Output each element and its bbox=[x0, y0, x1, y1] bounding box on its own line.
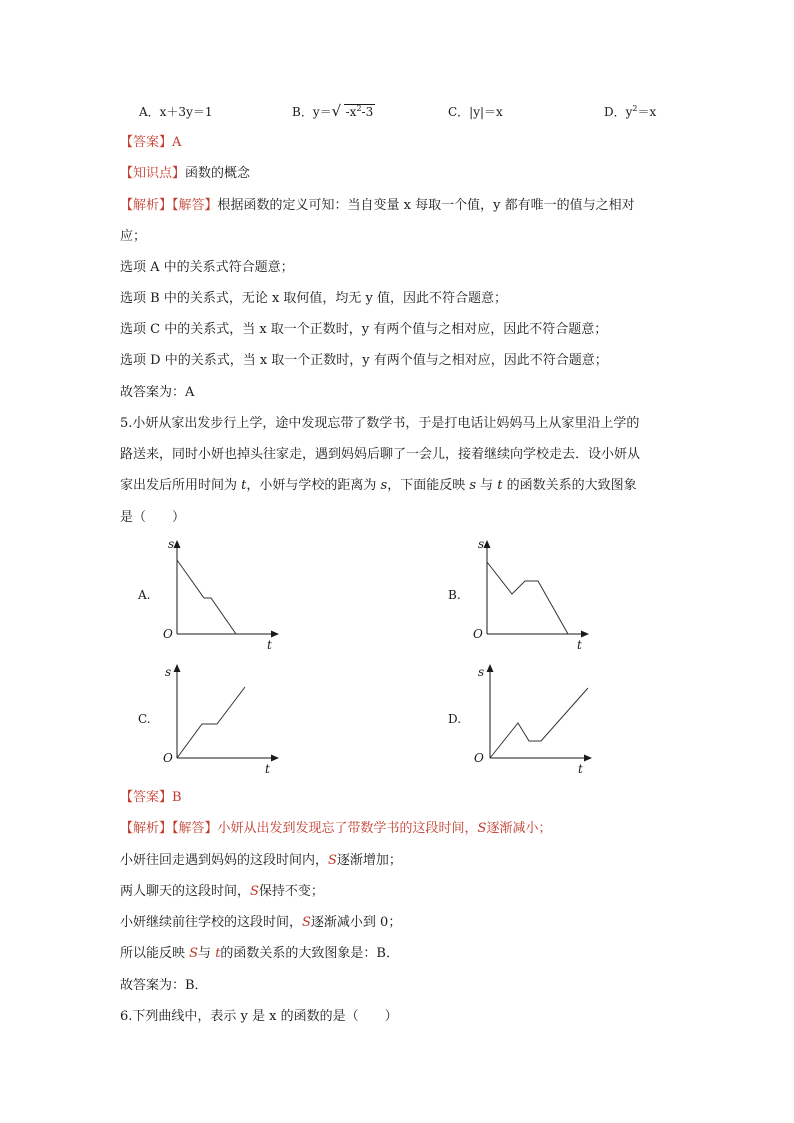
q5-analysis-line-5 bbox=[120, 944, 399, 964]
option-a: A．x＋3y＝1 bbox=[139, 105, 213, 119]
origin-label: O bbox=[163, 751, 173, 765]
q4-analysis-line-5: 选项 C 中的关系式，当 x 取一个正数时，y 有两个值与之相对应，因此不符合题意； bbox=[120, 322, 608, 337]
x-axis-label: t bbox=[578, 762, 583, 776]
knowledge-tag: 【知识点】 bbox=[120, 166, 186, 181]
graph-b bbox=[470, 538, 595, 657]
graph-c bbox=[160, 662, 285, 781]
option-d bbox=[604, 103, 656, 120]
analysis-text: 逐渐减小； bbox=[486, 821, 552, 836]
q4-analysis-line-2: 应； bbox=[120, 229, 147, 244]
radical-sign-icon: √ bbox=[331, 102, 342, 120]
y-axis-label: s bbox=[165, 665, 172, 679]
graph-c-svg bbox=[160, 662, 285, 777]
q5-text: ，下面能反映 bbox=[387, 478, 470, 493]
var-s: s bbox=[380, 478, 388, 493]
var-s: S bbox=[477, 821, 487, 836]
q5-line-3 bbox=[120, 476, 637, 496]
analysis-text: 两人聊天的这段时间， bbox=[120, 884, 251, 899]
analysis-text: 保持不变； bbox=[258, 884, 324, 899]
answer-value: A bbox=[172, 135, 182, 150]
graph-a-label: A. bbox=[138, 588, 151, 602]
graph-d-label: D. bbox=[448, 712, 462, 726]
q4-analysis-line-4: 选项 B 中的关系式，无论 x 取何值，均无 y 值，因此不符合题意； bbox=[120, 291, 508, 306]
var-t: t bbox=[241, 478, 247, 493]
var-s: s bbox=[469, 478, 476, 493]
var-s: S bbox=[250, 884, 259, 899]
q4-analysis-line-1 bbox=[120, 196, 635, 216]
q5-text: 与 bbox=[476, 478, 498, 493]
analysis-text: 所以能反映 bbox=[120, 946, 190, 961]
q5-line-4: 是（ ） bbox=[120, 510, 186, 525]
y-axis-arrow-icon bbox=[484, 540, 491, 548]
option-d-exponent: 2 bbox=[632, 104, 638, 113]
var-s: S bbox=[302, 915, 311, 930]
graph-a-curve bbox=[177, 560, 236, 634]
radicand-post: -3 bbox=[361, 105, 374, 119]
graph-b-label: B. bbox=[448, 588, 461, 602]
answer-tag: 【答案】 bbox=[120, 135, 173, 150]
var-s: S bbox=[189, 946, 199, 961]
analysis-text: 根据函数的定义可知：当自变量 x 每取一个值，y 都有唯一的值与之相对 bbox=[217, 198, 635, 213]
analysis-text: 逐渐增加； bbox=[336, 853, 402, 868]
y-axis-label: s bbox=[478, 665, 485, 679]
square-root bbox=[331, 102, 376, 120]
analysis-tag: 【解析】【解答】 bbox=[120, 198, 218, 213]
option-b-prefix: B．y＝ bbox=[292, 105, 332, 119]
q4-answer bbox=[120, 133, 181, 153]
q5-analysis-line-1 bbox=[120, 819, 551, 839]
x-axis-label: t bbox=[577, 638, 582, 652]
analysis-text: 小妍从出发到发现忘了带数学书的这段时间， bbox=[217, 821, 478, 836]
var-t: t bbox=[215, 946, 221, 961]
x-axis-label: t bbox=[267, 638, 272, 652]
graph-d bbox=[473, 662, 598, 781]
q5-analysis-line-6: 故答案为：B． bbox=[120, 978, 208, 993]
question-4-options bbox=[0, 103, 794, 125]
var-s: S bbox=[328, 853, 337, 868]
x-axis-arrow-icon bbox=[581, 631, 589, 638]
x-axis-arrow-icon bbox=[584, 755, 592, 762]
y-axis-label: s bbox=[168, 537, 175, 551]
origin-label: O bbox=[473, 627, 483, 641]
q5-text: 的函数关系的大致图象 bbox=[502, 478, 637, 493]
q5-line-2: 路送来，同时小妍也掉头往家走，遇到妈妈后聊了一会儿，接着继续向学校走去．设小妍从 bbox=[120, 447, 641, 462]
radicand-pre: -x bbox=[345, 105, 357, 119]
answer-value: B bbox=[172, 790, 182, 805]
x-axis-arrow-icon bbox=[271, 755, 279, 762]
analysis-text: 逐渐减小到 0； bbox=[310, 915, 402, 930]
option-c: C．|y|＝x bbox=[448, 105, 503, 119]
q4-knowledge bbox=[120, 164, 250, 184]
radicand-exponent: 2 bbox=[356, 104, 362, 113]
var-t: t bbox=[497, 478, 503, 493]
x-axis-arrow-icon bbox=[271, 631, 279, 638]
graph-a-svg bbox=[160, 538, 285, 653]
graph-c-label: C. bbox=[138, 712, 151, 726]
analysis-text: 与 bbox=[198, 946, 216, 961]
origin-label: O bbox=[163, 627, 173, 641]
graph-c-curve bbox=[177, 687, 245, 758]
analysis-text: 小妍继续前往学校的这段时间， bbox=[120, 915, 303, 930]
graph-b-curve bbox=[487, 562, 568, 634]
graph-d-svg bbox=[473, 662, 598, 777]
q4-analysis-line-6: 选项 D 中的关系式，当 x 取一个正数时，y 有两个值与之相对应，因此不符合题意； bbox=[120, 353, 608, 368]
analysis-tag: 【解析】【解答】 bbox=[120, 821, 218, 836]
answer-tag: 【答案】 bbox=[120, 790, 173, 805]
option-d-prefix: D．y bbox=[604, 105, 633, 119]
graph-d-curve bbox=[490, 688, 588, 758]
analysis-text: 的函数关系的大致图象是：B． bbox=[220, 946, 399, 961]
y-axis-arrow-icon bbox=[174, 664, 181, 672]
x-axis-label: t bbox=[265, 762, 270, 776]
y-axis-arrow-icon bbox=[487, 664, 494, 672]
q4-analysis-line-3: 选项 A 中的关系式符合题意； bbox=[120, 260, 294, 275]
q4-analysis-line-7: 故答案为：A bbox=[120, 385, 195, 400]
graph-a bbox=[160, 538, 285, 657]
y-axis-label: s bbox=[478, 537, 485, 551]
q5-line-1: 5.小妍从家出发步行上学，途中发现忘带了数学书，于是打电话让妈妈马上从家里沿上学的 bbox=[120, 416, 640, 431]
analysis-text: 小妍往回走遇到妈妈的这段时间内， bbox=[120, 853, 329, 868]
option-b bbox=[292, 103, 375, 120]
option-d-suffix: ＝x bbox=[637, 105, 657, 119]
q5-text: ，小妍与学校的距离为 bbox=[246, 478, 381, 493]
y-axis-arrow-icon bbox=[174, 540, 181, 548]
q5-analysis-line-2 bbox=[120, 851, 402, 871]
origin-label: O bbox=[474, 751, 484, 765]
knowledge-value: 函数的概念 bbox=[185, 166, 251, 181]
graph-b-svg bbox=[470, 538, 595, 653]
q5-answer bbox=[120, 788, 182, 808]
q5-analysis-line-3 bbox=[120, 882, 324, 902]
q5-analysis-line-4 bbox=[120, 913, 401, 933]
q5-text: 家出发后所用时间为 bbox=[120, 478, 242, 493]
q6-line-1: 6.下列曲线中，表示 y 是 x 的函数的是（ ） bbox=[120, 1009, 398, 1024]
